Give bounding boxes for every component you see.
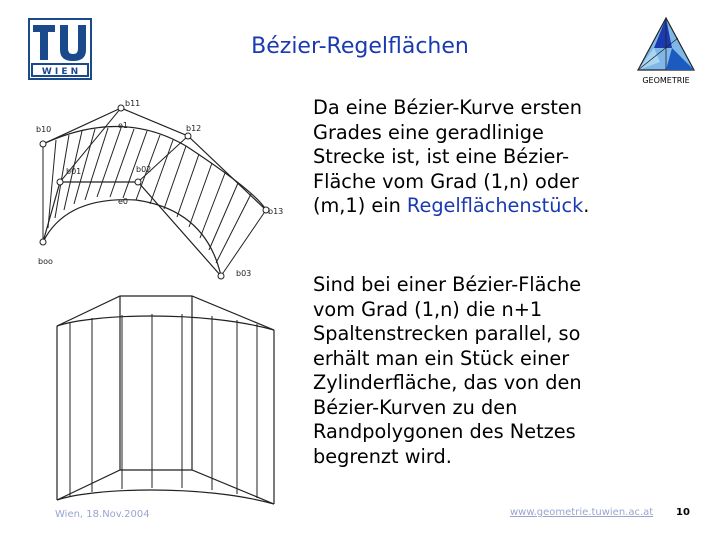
paragraph-line: erhält man ein Stück einer: [313, 346, 570, 370]
paragraph-line: Da eine Bézier-Kurve ersten: [313, 96, 583, 119]
paragraph-line: Spaltenstrecken parallel, so: [313, 322, 581, 345]
label-b12: b12: [186, 124, 202, 133]
control-point-b10: [40, 141, 46, 147]
paragraph-line: Strecke ist, ist eine Bézier-: [313, 145, 570, 168]
tu-wien-logo-text: W I E N: [41, 67, 79, 77]
control-point-b12: [185, 133, 191, 139]
paragraph-zylinderflaeche: [313, 273, 693, 469]
footer-url-link[interactable]: www.geometrie.tuwien.ac.at: [510, 507, 654, 518]
paragraph-line: vom Grad (1,n) die n+1: [313, 297, 543, 321]
geometrie-logo-text: GEOMETRIE: [642, 76, 690, 85]
paragraph-line: [313, 194, 693, 219]
label-b02: b02: [136, 165, 152, 174]
paragraph-regelflaeche: [313, 96, 693, 219]
paragraph-line: Sind bei einer Bézier-Fläche: [313, 273, 582, 296]
label-e1: e1: [118, 121, 129, 130]
control-point-b00: [40, 239, 46, 245]
bezier-ruled-surface-figure: [26, 96, 296, 282]
label-b00: boo: [38, 257, 53, 266]
slide-title: Bézier-Regelflächen: [251, 34, 469, 59]
paragraph-line: Zylinderfläche, das von den: [313, 371, 582, 394]
page-number: 10: [676, 507, 690, 518]
control-point-b02: [135, 179, 141, 185]
footer-date: Wien, 18.Nov.2004: [55, 509, 150, 520]
label-b03: b03: [236, 269, 252, 278]
control-point-b03: [218, 273, 224, 279]
label-e0: e0: [118, 197, 129, 206]
paragraph-line: Grades eine geradlinige: [313, 120, 544, 144]
paragraph-line: Randpolygonen des Netzes: [313, 420, 576, 443]
label-b13: b13: [268, 207, 284, 216]
line-text: .: [583, 194, 590, 217]
control-point-b01: [57, 179, 63, 185]
paragraph-line: Fläche vom Grad (1,n) oder: [313, 169, 579, 193]
line-text: (m,1) ein: [313, 194, 407, 217]
label-b01: b01: [66, 167, 82, 176]
highlight-term: Regelflächenstück: [406, 194, 584, 217]
label-b10: b10: [36, 125, 52, 134]
paragraph-line: Bézier-Kurven zu den: [313, 395, 518, 419]
label-b11: b11: [125, 99, 141, 108]
control-point-b11: [118, 105, 124, 111]
paragraph-line: begrenzt wird.: [313, 444, 452, 468]
cylinder-surface-figure: [52, 290, 278, 508]
